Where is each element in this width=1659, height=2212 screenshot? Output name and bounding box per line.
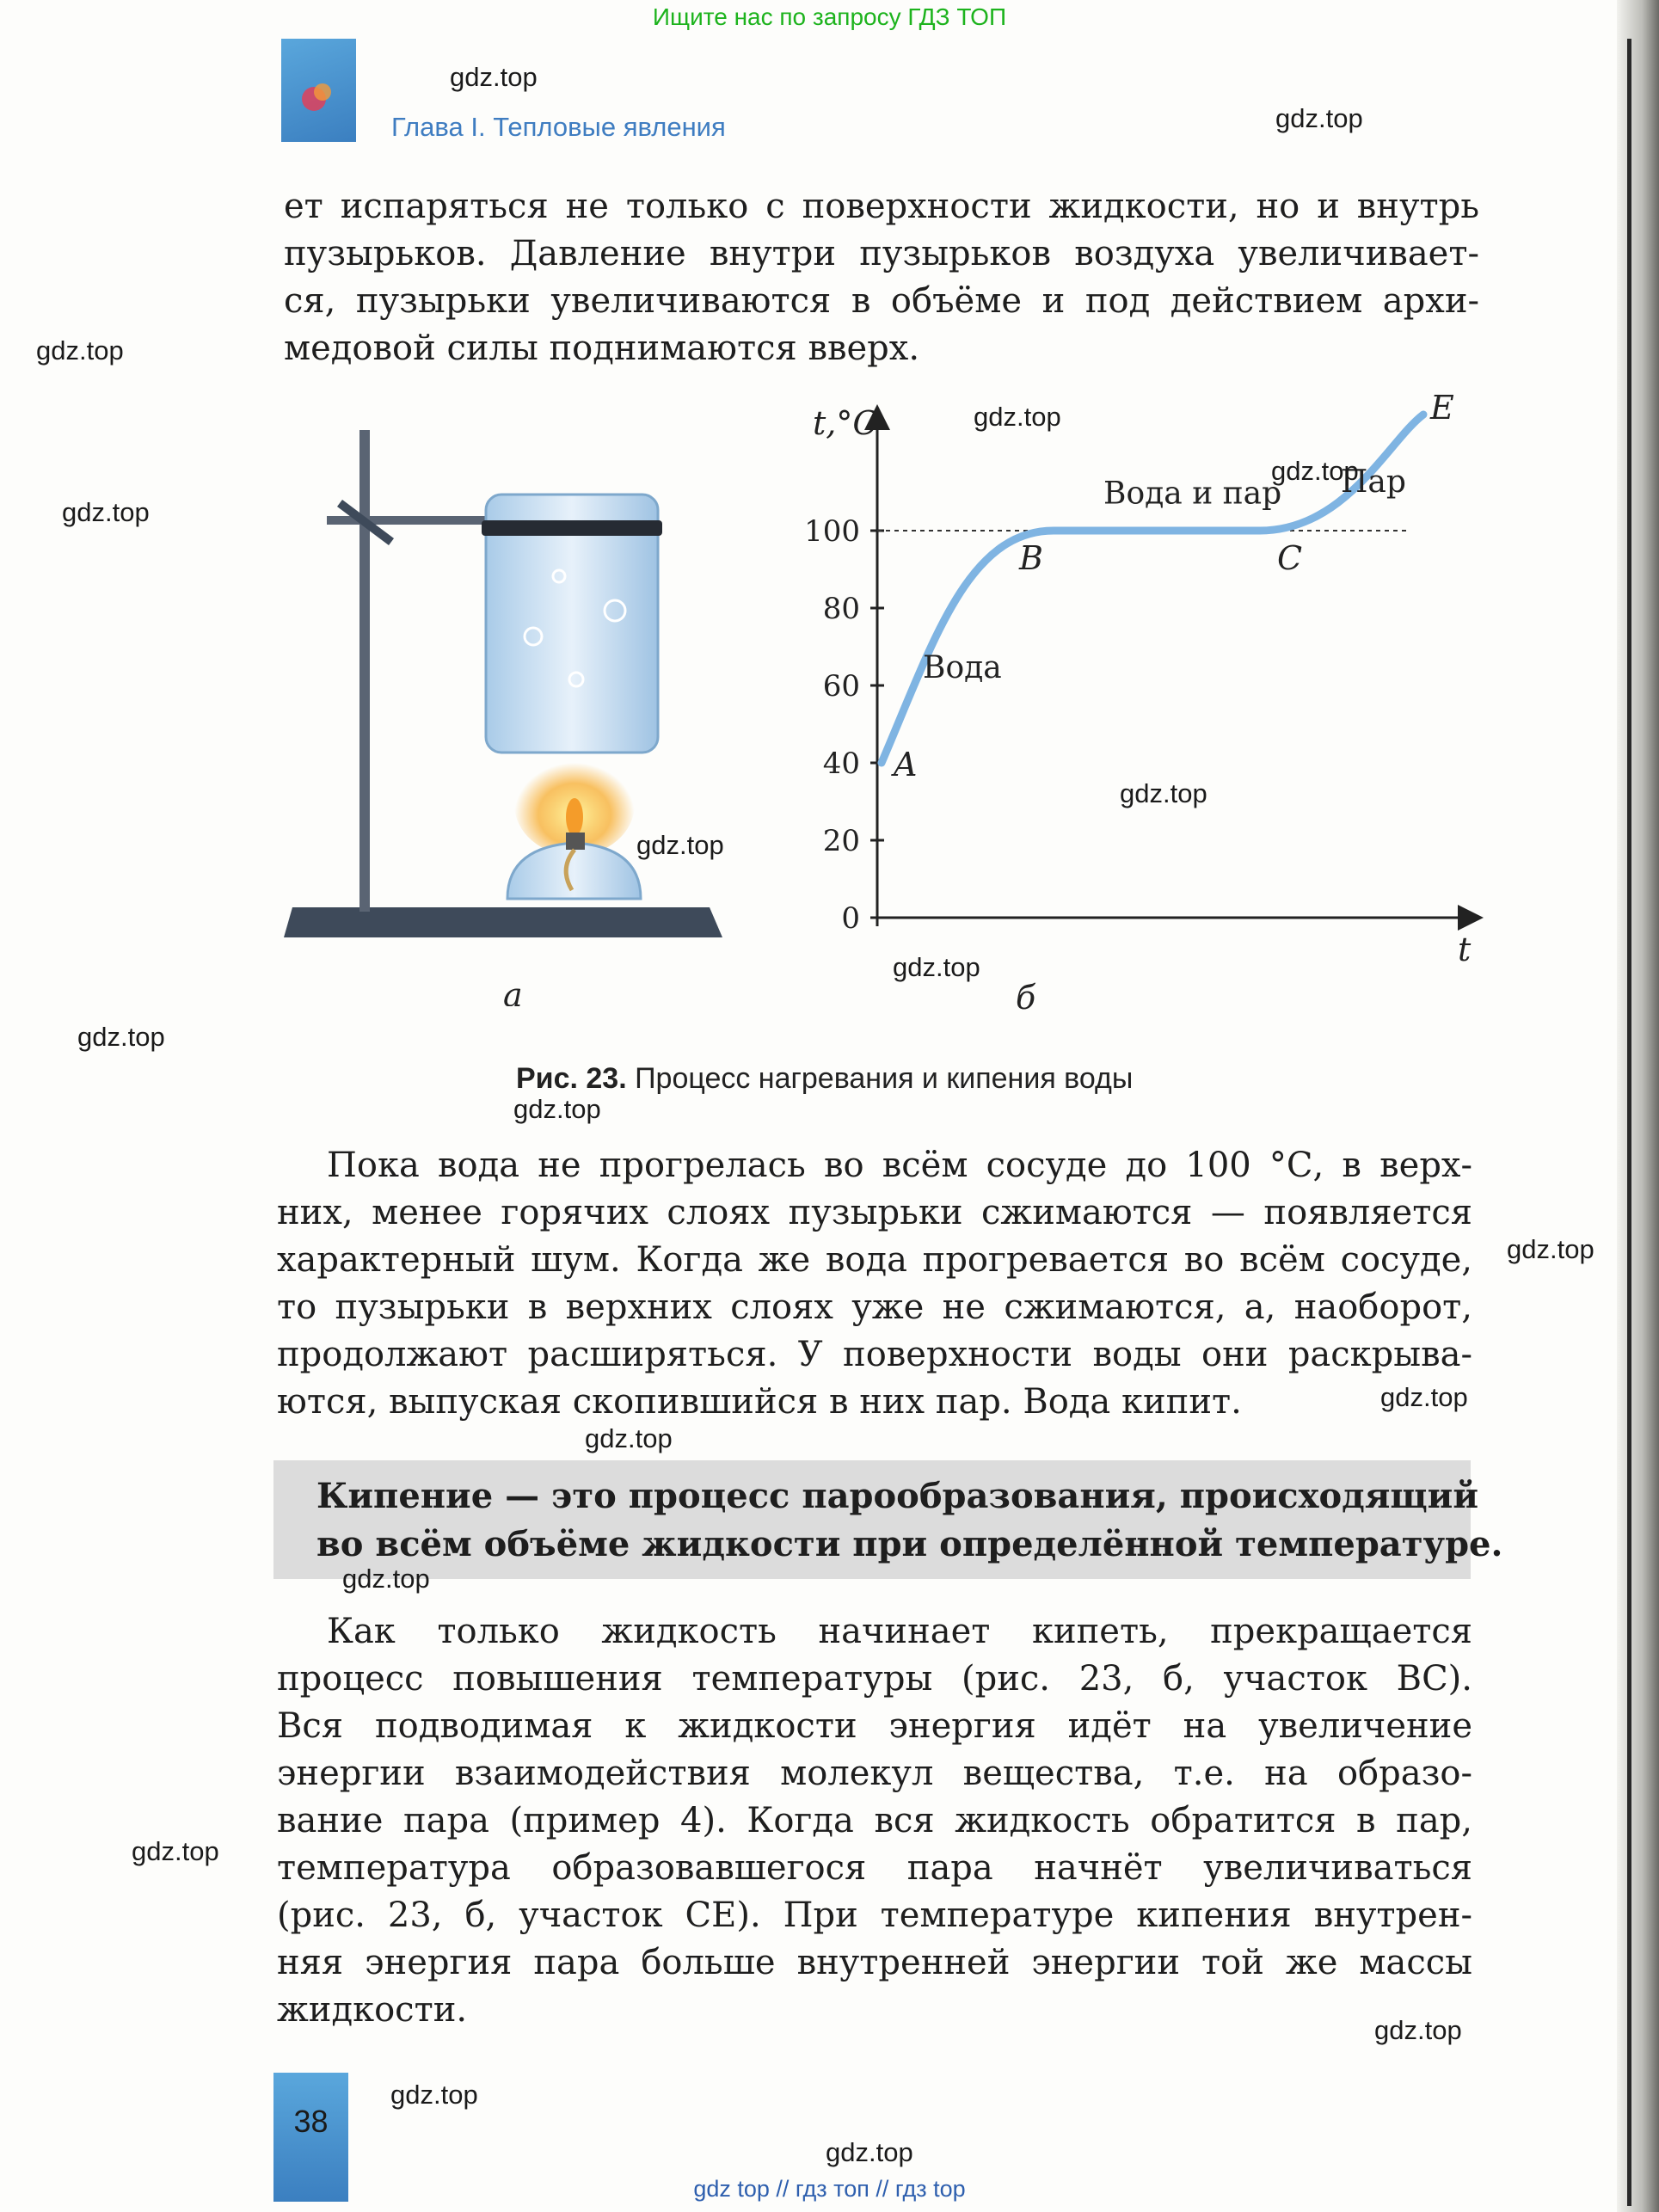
watermark[interactable]: gdz.top <box>1507 1234 1594 1264</box>
text-line: Как только жидкость начинает кипеть, прекращается <box>327 1612 1472 1651</box>
paragraph-2 <box>277 1142 1472 1426</box>
beaker-ring <box>482 520 662 536</box>
page-edge-line <box>1627 39 1631 2206</box>
text-line: то пузырьки в верхних слоях уже не сжимаются, а, наоборот, <box>277 1287 1472 1327</box>
definition-line: во всём объёме жидкости при определённой температуре. <box>316 1524 1503 1564</box>
page-edge-shadow <box>1617 0 1659 2212</box>
text-line: (рис. 23, б, участок СЕ). При температуре кипения внутрен- <box>277 1896 1472 1935</box>
y-axis-label: t,°C <box>813 404 878 442</box>
figure-apparatus <box>275 421 740 1006</box>
chapter-emblem-icon <box>281 39 356 142</box>
stand-base <box>284 907 722 937</box>
text-line: ся, пузырьки увеличиваются в объёме и под действием архи- <box>284 281 1479 321</box>
text-line: жидкости. <box>277 1990 468 2030</box>
watermark[interactable]: gdz.top <box>62 497 150 527</box>
point-label-c: C <box>1277 539 1303 577</box>
watermark[interactable]: gdz.top <box>132 1836 219 1866</box>
y-tick-label: 0 <box>841 901 860 936</box>
text-line: вание пара (пример 4). Когда вся жидкость обратится в пар, <box>277 1801 1472 1840</box>
heating-chart <box>757 391 1496 1028</box>
y-tick-label: 40 <box>822 747 860 781</box>
y-tick-label: 60 <box>822 669 860 704</box>
definition-line: Кипение — это процесс парообразования, происходящий <box>316 1476 1478 1516</box>
text-line: пузырьков. Давление внутри пузырьков воздуха увеличивает- <box>284 234 1479 273</box>
definition-text <box>316 1472 1502 1569</box>
x-axis-label: t <box>1458 931 1472 968</box>
text-line: процесс повышения температуры (рис. 23, б, участок ВС). <box>277 1659 1472 1699</box>
watermark[interactable]: gdz.top <box>1271 456 1359 486</box>
region-label-steam: Пар <box>1341 464 1406 500</box>
figure-caption <box>516 1062 1133 1096</box>
lamp-wick-holder <box>566 833 585 850</box>
chapter-tab <box>281 39 356 142</box>
paragraph-1 <box>284 183 1479 372</box>
watermark[interactable]: gdz.top <box>77 1022 165 1052</box>
y-tick-label: 100 <box>804 514 860 549</box>
text-line: ются, выпуская скопившийся в них пар. Вода кипит. <box>277 1382 1242 1422</box>
watermark[interactable]: gdz.top <box>636 830 724 860</box>
text-line: энергии взаимодействия молекул вещества, т.е. на образо- <box>277 1754 1472 1793</box>
flame <box>566 798 583 836</box>
stand-rod <box>359 430 370 912</box>
watermark[interactable]: gdz.top <box>974 402 1061 432</box>
watermark[interactable]: gdz.top <box>1120 778 1207 808</box>
text-line: медовой силы поднимаются вверх. <box>284 329 920 368</box>
bottom-banner[interactable]: gdz top // гдз топ // гдз top <box>693 2176 966 2202</box>
watermark[interactable]: gdz.top <box>342 1564 430 1594</box>
figure-label-a: а <box>503 976 523 1006</box>
point-label-a: A <box>894 746 918 783</box>
region-label-water-steam: Вода и пар <box>1103 476 1282 512</box>
y-tick-label: 20 <box>822 824 860 858</box>
text-line: няя энергия пара больше внутренней энергии той же массы <box>277 1943 1472 1982</box>
watermark[interactable]: gdz.top <box>450 62 538 92</box>
text-line: Пока вода не прогрелась во всём сосуде до 100 °С, в верх- <box>327 1146 1472 1185</box>
watermark[interactable]: gdz.top <box>1275 103 1363 133</box>
chapter-title: Глава I. Тепловые явления <box>391 112 726 142</box>
y-tick-label: 80 <box>822 592 860 626</box>
watermark[interactable]: gdz.top <box>893 952 980 982</box>
watermark[interactable]: gdz.top <box>390 2080 478 2110</box>
top-banner[interactable]: Ищите нас по запросу ГДЗ ТОП <box>652 3 1007 30</box>
watermark[interactable]: gdz.top <box>585 1423 673 1453</box>
caption-text: Процесс нагревания и кипения воды <box>626 1062 1134 1095</box>
watermark[interactable]: gdz.top <box>1374 2015 1462 2045</box>
text-line: характерный шум. Когда же вода прогревается во всём сосуде, <box>277 1240 1472 1280</box>
paragraph-3 <box>277 1608 1472 2034</box>
point-label-b: B <box>1019 539 1043 577</box>
watermark[interactable]: gdz.top <box>826 2137 913 2167</box>
text-line: продолжают расширяться. У поверхности воды они раскрыва- <box>277 1335 1472 1374</box>
watermark[interactable]: gdz.top <box>513 1094 601 1124</box>
page-number: 38 <box>293 2104 329 2139</box>
text-line: Вся подводимая к жидкости энергия идёт на увеличение <box>277 1706 1472 1746</box>
text-line: них, менее горячих слоях пузырьки сжимаются — появляется <box>277 1193 1472 1232</box>
watermark[interactable]: gdz.top <box>36 335 124 366</box>
point-label-e: E <box>1430 391 1454 427</box>
text-line: температура образовавшегося пара начнёт увеличиваться <box>277 1848 1472 1888</box>
region-label-water: Вода <box>923 650 1002 685</box>
watermark[interactable]: gdz.top <box>1380 1382 1468 1412</box>
caption-number: Рис. 23. <box>516 1062 627 1095</box>
figure-label-b: б <box>1016 979 1036 1017</box>
text-line: ет испаряться не только с поверхности жидкости, но и внутрь <box>284 187 1479 226</box>
